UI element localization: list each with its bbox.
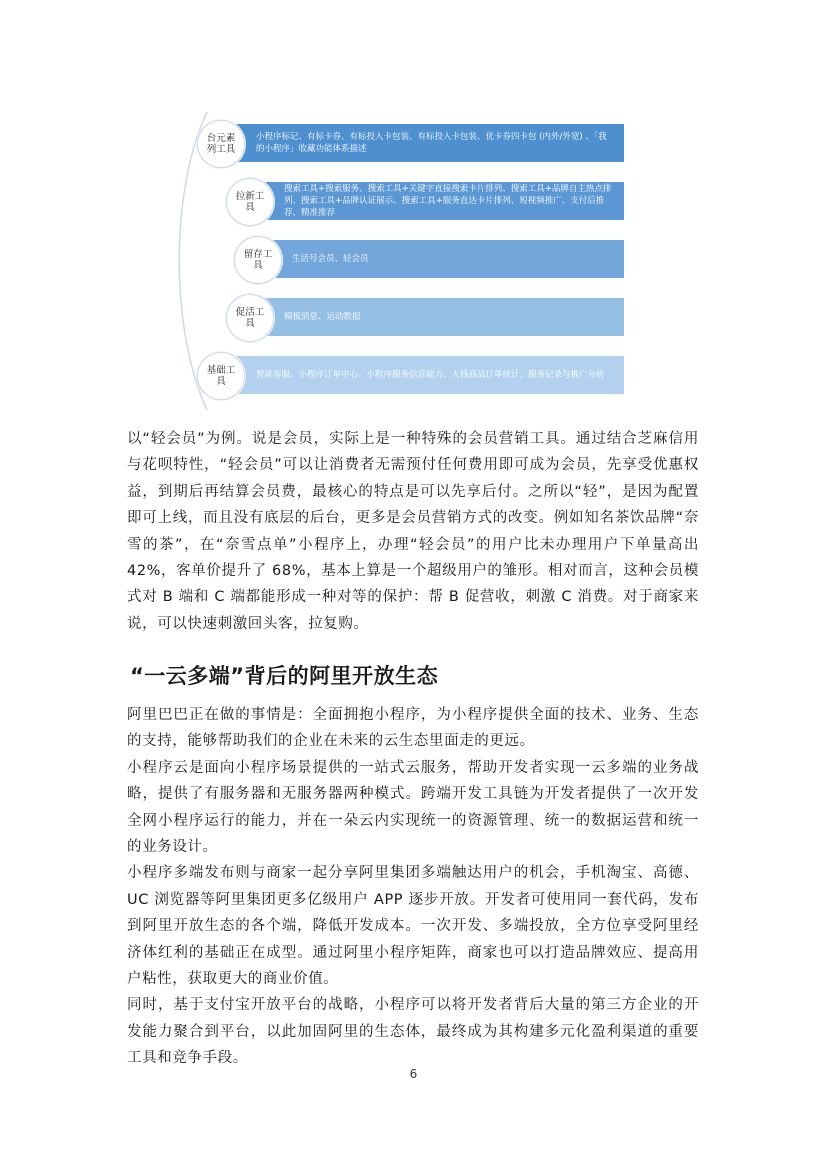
paragraph-light-member: 以“轻会员”为例。说是会员，实际上是一种特殊的会员营销工具。通过结合芝麻信用与花呗特性，“轻会员”可以让消费者无需预付任何费用即可成为会员，先享受优惠权益，到期后再结算会员费，最核心的特点是可以先享后付。之所以“轻”，是因为配置即可上线，而且没有底层的后台，更多是会员营销方式的改变。例如知名茶饮品牌“奈雪的茶”，在“奈雪点单”小程序上，办理“轻会员”的用户比未办理用户下单量高出 42%，客单价提升了 68%，基本上算是一个超级用户的雏形。相对而言，这种会员模式对 B 端和 C 端都能形成一种对等的保护：帮 B 促营收，刺激 C 消费。对于商家来说，可以快速刺激回头客，拉复购。 [127, 431, 699, 632]
tier-node-label: 基础工具 [206, 365, 236, 387]
tier-node-label: 拉新工具 [235, 191, 265, 213]
paragraph-3: 小程序多端发布则与商家一起分享阿里集团多端触达用户的机会，手机淘宝、高德、UC 浏览器等阿里集团更多亿级用户 APP 逐步开放。开发者可使用同一套代码，发布到阿里开放生态的各个端，降低开发成本。一次开发、多端投放，全方位享受阿里经济体红利的基础正在成型。通过阿里小程序矩阵，商家也可以打造品牌效应、提高用户粘性，获取更大的商业价值。 [127, 865, 699, 988]
tier-node-5 [197, 352, 245, 400]
tier-bar-4 [258, 298, 624, 336]
body-text-section [127, 702, 699, 1072]
tier-node-label: 留存工具 [243, 249, 273, 271]
tier-bar-text: 智能客服、小程序订单中心、小程序服务信息能力、人钱商品订单统计、服务记录与推广分析 [256, 370, 605, 380]
tier-bar-text: 模板消息、运动数据 [284, 312, 361, 322]
tier-node-2 [226, 178, 274, 226]
section-heading: “一云多端”背后的阿里开放生态 [130, 664, 439, 688]
tier-node-label: 台元素列工具 [206, 133, 236, 155]
tier-node-label: 促活工具 [235, 307, 265, 329]
tier-bar-3 [266, 240, 624, 278]
tier-bar-5 [230, 356, 624, 394]
tier-node-4 [226, 294, 274, 342]
tier-node-3 [234, 236, 282, 284]
tier-bar-text: 小程序标记、有标卡券、有标投入卡包装、有标投入卡包装、优卡券四卡包 (内外/外宽) 、「我的小程序」收藏功能体系描述 [256, 132, 607, 154]
paragraph-2: 小程序云是面向小程序场景提供的一站式云服务，帮助开发者实现一云多端的业务战略，提供了有服务器和无服务器两种模式。跨端开发工具链为开发者提供了一次开发全网小程序运行的能力，并在一朵云内实现统一的资源管理、统一的数据运营和统一的业务设计。 [127, 759, 699, 856]
tier-node-1 [197, 120, 245, 168]
tool-diagram [0, 0, 827, 420]
paragraph-1: 阿里巴巴正在做的事情是：全面拥抱小程序，为小程序提供全面的技术、业务、生态的支持，能够帮助我们的企业在未来的云生态里面走的更远。 [127, 707, 699, 750]
tier-bar-2 [258, 182, 624, 220]
body-text-top [127, 426, 699, 637]
tier-bar-text: 搜索工具+搜索服务、搜索工具+关键字直接搜索卡片排列、搜索工具+品牌自主热点排列、搜索工具+品牌认证展示、搜索工具+服务直达卡片排列、短视频推广、支付后推荐、精准推荐 [284, 184, 612, 218]
page-number: 6 [409, 1067, 418, 1081]
tier-bar-1 [230, 124, 624, 162]
tier-bar-text: 生活号会员、轻会员 [292, 254, 369, 264]
paragraph-4: 同时，基于支付宝开放平台的战略，小程序可以将开发者背后大量的第三方企业的开发能力聚合到平台，以此加固阿里的生态体，最终成为其构建多元化盈利渠道的重要工具和竞争手段。 [127, 997, 699, 1067]
